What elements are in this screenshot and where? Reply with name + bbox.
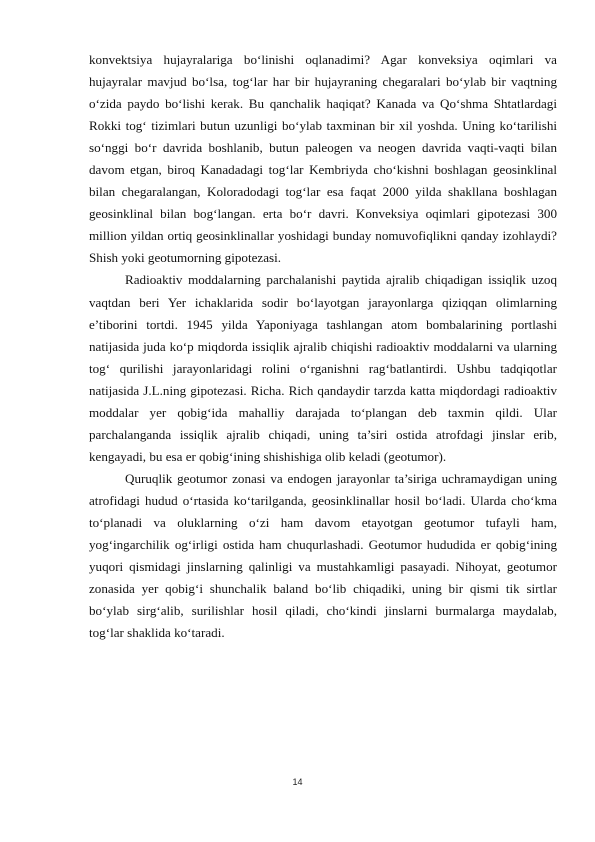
paragraph-2: Radioaktiv moddalarning parchalanishi paytida ajralib chiqadigan issiqlik uzoq vaqtdan beri Yer ichaklarida sodir bo‘layotgan jarayonlarga qiziqqan olimlarning e’tiborini tortdi. 1945 yilda Yaponiyaga tashlangan atom bombalarining portlashi natijasida juda ko‘p miqdorda issiqlik ajralib chiqishi radioaktiv moddalarni va ularning tog‘ qurilishi jarayonlaridagi rolini o‘rganishni rag‘batlantirdi. Ushbu tadqiqotlar natijasida J.L.ning gipotezasi. Richa. Rich qandaydir tarzda katta miqdordagi radioaktiv moddalar yer qobig‘ida mahalliy darajada to‘plangan deb taxmin qildi. Ular parchalanganda issiqlik ajralib chiqadi, uning ta’siri ostida atrofdagi jinslar erib, kengayadi, bu esa er qobig‘ining shishishiga olib keladi (geotumor).: [89, 272, 557, 464]
paragraph-1: konvektsiya hujayralariga bo‘linishi oqlanadimi? Agar konveksiya oqimlari va hujayralar mavjud bo‘lsa, tog‘lar har bir hujayraning chegaralari bo‘ylab bir vaqtning o‘zida paydo bo‘lishi kerak. Bu qanchalik haqiqat? Kanada va Qo‘shma Shtatlardagi Rokki tog‘ tizimlari butun uzunligi bo‘ylab taxminan bir xil yoshda. Uning ko‘tarilishi so‘nggi bo‘r davrida boshlanib, butun paleogen va neogen davrida vaqti-vaqti bilan davom etgan, biroq Kanadadagi tog‘lar Kembriyda cho‘kishni boshlagan geosinklinal bilan chegaralangan, Koloradodagi tog‘lar esa faqat 2000 yilda shakllana boshlagan geosinklinal bilan bog‘langan. erta bo‘r davri. Konveksiya oqimlari gipotezasi 300 million yildan ortiq geosinklinallar yoshidagi bunday nomuvofiqlikni qanday izohlaydi? Shish yoki geotumorning gipotezasi.: [89, 52, 557, 266]
paragraph-3: Quruqlik geotumor zonasi va endogen jarayonlar ta’siriga uchramaydigan uning atrofidagi hudud o‘rtasida ko‘tarilganda, geosinklinallar hosil bo‘ladi. Ularda cho‘kma to‘planadi va oluklarning o‘zi ham davom etayotgan geotumor tufayli ham, yog‘ingarchilik og‘irligi ostida ham chuqurlashadi. Geotumor hududida er qobig‘ining yuqori qismidagi jinslarning qalinligi va mustahkamligi pasayadi. Nihoyat, geotumor zonasida yer qobig‘i shunchalik baland bo‘lib chiqadiki, uning bir qismi tik sirtlar bo‘ylab sirg‘alib, surilishlar hosil qiladi, cho‘kindi jinslarni burmalarga maydalab, tog‘lar shaklida ko‘taradi.: [89, 470, 557, 641]
body-text: [89, 49, 557, 644]
page-number: 14: [292, 777, 303, 787]
